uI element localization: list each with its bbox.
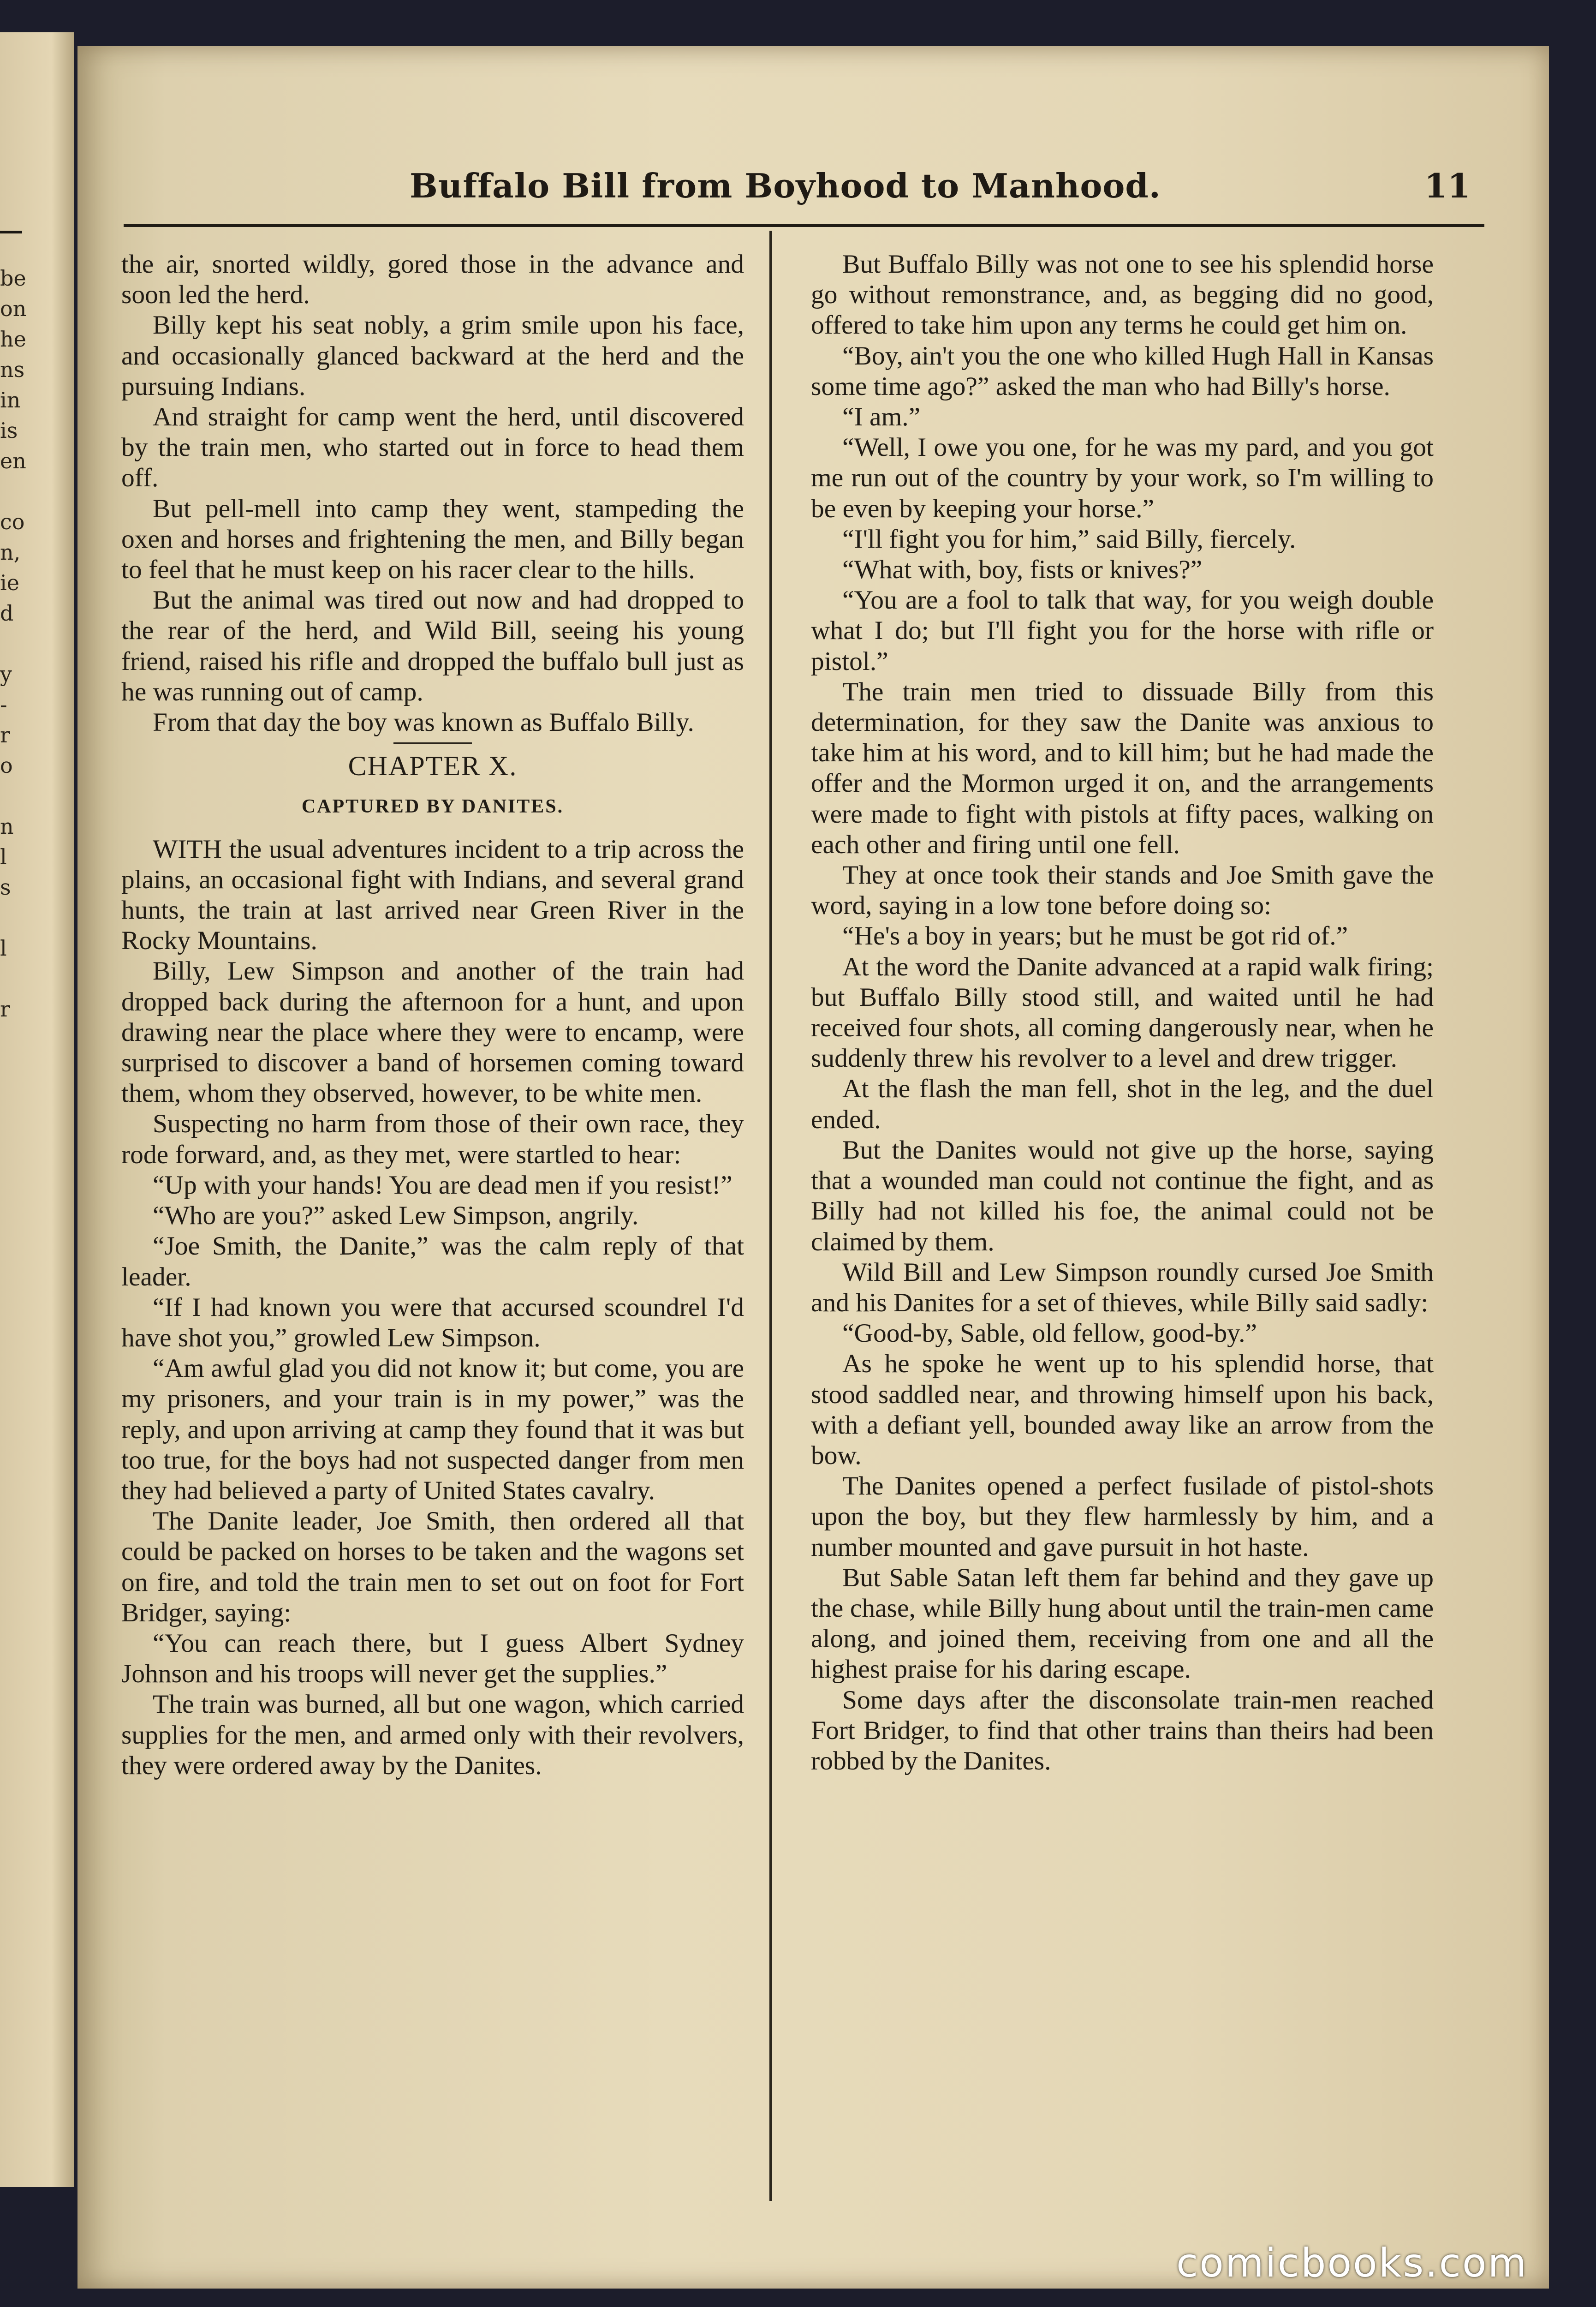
left-column: [121, 249, 744, 1781]
edge-fragment: o: [0, 753, 13, 778]
left-column-paragraphs-after-chapter: [121, 834, 744, 1781]
edge-fragment: be: [0, 266, 26, 291]
running-head-title: Buffalo Bill from Boyhood to Manhood.: [410, 166, 1161, 205]
paragraph: But Buffalo Billy was not one to see his splendid horse go without remonstrance, and, as begging did no good, offered to take him upon any terms he could get him on.: [811, 250, 1434, 340]
paragraph: At the flash the man fell, shot in the leg, and the duel ended.: [811, 1074, 1434, 1134]
paragraph: “Who are you?” asked Lew Simpson, angrily.: [153, 1201, 639, 1231]
paragraph: The Danites opened a perfect fusilade of pistol-shots upon the boy, but they flew harmlessly by him, and a number mounted and gave pursuit in hot haste.: [811, 1471, 1434, 1562]
edge-fragment: [0, 963, 26, 994]
paragraph: “You are a fool to talk that way, for you weigh double what I do; but I'll fight you for the horse with rifle or pistol.”: [811, 586, 1434, 676]
running-head: [410, 161, 1471, 217]
edge-fragment: in: [0, 388, 21, 412]
edge-fragment: -: [0, 692, 7, 717]
page-number: 11: [1424, 166, 1471, 205]
edge-fragment: he: [0, 327, 26, 352]
paragraph: “I am.”: [842, 402, 921, 432]
paragraph: Billy, Lew Simpson and another of the train had dropped back during the afternoon for a hunt, and upon drawing near the place where they were to encamp, were surprised to discover a band of horsemen coming toward them, whom they observed, however, to be white men.: [121, 956, 744, 1108]
edge-fragment: co: [0, 509, 25, 534]
edge-fragment: n,: [0, 540, 21, 565]
paragraph: But Sable Satan left them far behind and they gave up the chase, while Billy hung about until the train-men came along, and joined them, receiving from one and all the highest praise for his daring escape.: [811, 1563, 1434, 1684]
adjacent-page-text-fragments: [0, 263, 26, 1055]
paragraph: “Up with your hands! You are dead men if you resist!”: [153, 1170, 732, 1200]
paragraph: Billy kept his seat nobly, a grim smile upon his face, and occasionally glanced backward at the herd and the pursuing Indians.: [121, 311, 744, 401]
header-rule: [124, 224, 1484, 227]
paragraph: “I'll fight you for him,” said Billy, fiercely.: [842, 524, 1296, 554]
edge-fragment: is: [0, 418, 18, 443]
paragraph: WITH the usual adventures incident to a trip across the plains, an occasional fight with Indians, and several grand hunts, the train at last arrived near Green River in the Rocky Mountains.: [121, 834, 744, 956]
paragraph: Suspecting no harm from those of their own race, they rode forward, and, as they met, were startled to hear:: [121, 1109, 744, 1169]
right-column: [811, 249, 1434, 1776]
book-page: [77, 46, 1549, 2289]
paragraph: “Boy, ain't you the one who killed Hugh Hall in Kansas some time ago?” asked the man who had Billy's horse.: [811, 341, 1434, 401]
edge-fragment: s: [0, 875, 11, 900]
adjacent-page-rule: [0, 231, 22, 233]
edge-fragment: [0, 902, 26, 933]
paragraph: The Danite leader, Joe Smith, then ordered all that could be packed on horses to be taken and the wagons set on fire, and told the train men to set out on foot for Fort Bridger, saying:: [121, 1506, 744, 1627]
paragraph: Some days after the disconsolate train-men reached Fort Bridger, to find that other trains than theirs had been robbed by the Danites.: [811, 1685, 1434, 1775]
paragraph: The train men tried to dissuade Billy from this determination, for they saw the Danite was anxious to take him at his word, and to kill him; but he had made the offer and the Mormon urged it on, and the arrangements were made to fight with pistols at fifty paces, walking on each other and firing until one fell.: [811, 677, 1434, 859]
paragraph: At the word the Danite advanced at a rapid walk firing; but Buffalo Billy stood still, and waited until he had received four shots, all coming dangerously near, when he suddenly threw his revolver to a level and drew trigger.: [811, 952, 1434, 1073]
chapter-title: CHAPTER X.: [348, 751, 518, 782]
paragraph: But the animal was tired out now and had dropped to the rear of the herd, and Wild Bill, seeing his young friend, raised his rifle and dropped the buffalo bull just as he was running out of camp.: [121, 586, 744, 706]
chapter-subtitle: CAPTURED BY DANITES.: [301, 796, 564, 818]
edge-fragment: l: [0, 844, 7, 869]
paragraph: “Good-by, Sable, old fellow, good-by.”: [842, 1319, 1257, 1348]
paragraph: “What with, boy, fists or knives?”: [842, 555, 1203, 585]
edge-fragment: [0, 1024, 26, 1055]
edge-fragment: r: [0, 997, 10, 1022]
paragraph: From that day the boy was known as Buffalo Billy.: [153, 708, 694, 737]
paragraph: As he spoke he went up to his splendid horse, that stood saddled near, and throwing himself upon his back, with a defiant yell, bounded away like an arrow from the bow.: [811, 1349, 1434, 1470]
paragraph: But pell-mell into camp they went, stampeding the oxen and horses and frightening the men, and Billy began to feel that he must keep on his racer clear to the hills.: [121, 494, 744, 585]
edge-fragment: [0, 476, 26, 507]
paragraph: And straight for camp went the herd, until discovered by the train men, who started out in force to head them off.: [121, 402, 744, 493]
column-divider: [769, 231, 772, 2201]
left-column-paragraphs-before-chapter: [121, 249, 744, 738]
paragraph: “Am awful glad you did not know it; but come, you are my prisoners, and your train is in my power,” was the reply, and upon arriving at camp they found that it was but too true, for the boys had not suspected danger from men they had believed a party of United States cavalry.: [121, 1354, 744, 1505]
edge-fragment: r: [0, 723, 10, 747]
paragraph: The train was burned, all but one wagon, which carried supplies for the men, and armed only with their revolvers, they were ordered away by the Danites.: [121, 1690, 744, 1780]
edge-fragment: d: [0, 601, 14, 626]
watermark: comicbooks.com: [1176, 2240, 1528, 2286]
edge-fragment: en: [0, 448, 26, 473]
chapter-separator-rule: [393, 742, 472, 744]
paragraph: “Joe Smith, the Danite,” was the calm reply of that leader.: [121, 1231, 744, 1291]
paragraph: “He's a boy in years; but he must be got rid of.”: [842, 921, 1348, 951]
edge-fragment: n: [0, 814, 14, 839]
edge-fragment: l: [0, 936, 7, 961]
edge-fragment: [0, 628, 26, 659]
paragraph: “You can reach there, but I guess Albert Sydney Johnson and his troops will never get the supplies.”: [121, 1628, 744, 1689]
paragraph: They at once took their stands and Joe Smith gave the word, saying in a low tone before doing so:: [811, 861, 1434, 920]
adjacent-page-edge: [0, 32, 74, 2187]
edge-fragment: [0, 781, 26, 811]
paragraph: the air, snorted wildly, gored those in the advance and soon led the herd.: [121, 250, 744, 310]
paragraph: “If I had known you were that accursed scoundrel I'd have shot you,” growled Lew Simpson.: [121, 1292, 744, 1352]
paragraph: But the Danites would not give up the horse, saying that a wounded man could not continue the fight, and as Billy had not killed his foe, the animal could not be claimed by them.: [811, 1135, 1434, 1256]
paragraph: “Well, I owe you one, for he was my pard, and you got me run out of the country by your work, so I'm willing to be even by keeping your horse.”: [811, 433, 1434, 523]
edge-fragment: ns: [0, 357, 25, 382]
edge-fragment: ie: [0, 570, 19, 595]
edge-fragment: on: [0, 296, 27, 321]
edge-fragment: y: [0, 662, 12, 687]
paragraph: Wild Bill and Lew Simpson roundly cursed Joe Smith and his Danites for a set of thieves, while Billy said sadly:: [811, 1257, 1434, 1317]
